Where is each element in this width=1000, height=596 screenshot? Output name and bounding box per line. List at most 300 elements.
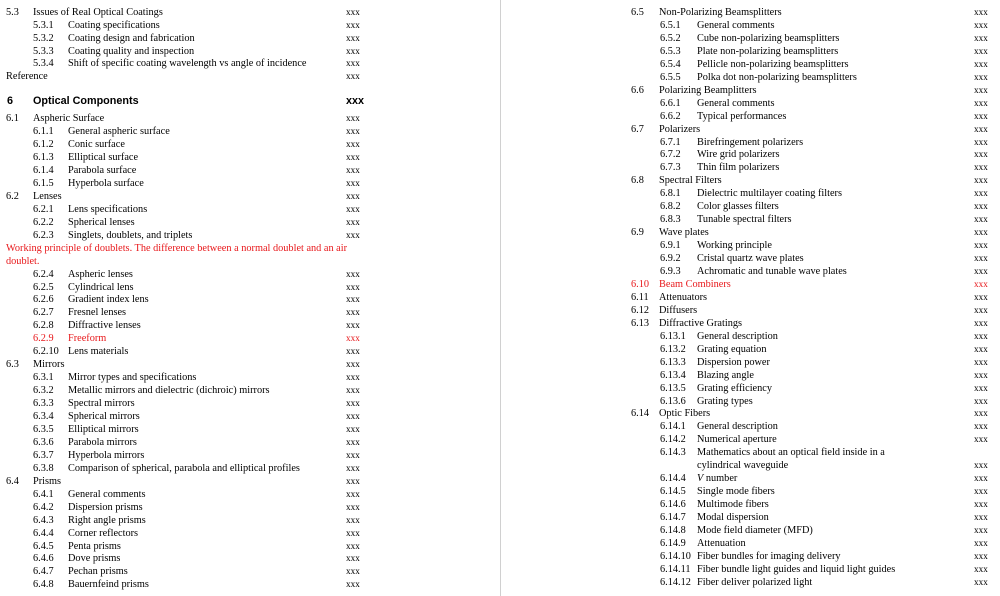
toc-entry[interactable] bbox=[0, 345, 500, 358]
toc-entry-number: 6.4.8 bbox=[33, 579, 54, 591]
toc-entry-title: Freeform bbox=[68, 333, 107, 345]
toc-entry[interactable] bbox=[0, 306, 500, 319]
toc-entry[interactable] bbox=[0, 125, 500, 138]
toc-entry-page: xxx bbox=[346, 540, 360, 551]
toc-entry[interactable] bbox=[0, 462, 500, 475]
toc-entry-title: Polka dot non-polarizing beamsplitters bbox=[697, 71, 857, 83]
toc-entry-title: Achromatic and tunable wave plates bbox=[697, 266, 847, 277]
toc-entry-page: xxx bbox=[974, 188, 988, 199]
toc-entry[interactable] bbox=[500, 356, 1000, 369]
toc-entry[interactable] bbox=[500, 110, 1000, 123]
toc-entry-page: xxx bbox=[974, 175, 988, 186]
toc-entry-number: 6.5.3 bbox=[660, 45, 681, 57]
toc-entry-title: Shift of specific coating wavelength vs angle of incidence bbox=[68, 58, 307, 70]
toc-entry-number: 6.13.6 bbox=[660, 395, 686, 407]
toc-entry-title: Polarizers bbox=[659, 123, 701, 135]
toc-entry-title: Tunable spectral filters bbox=[697, 214, 792, 226]
toc-entry[interactable] bbox=[500, 304, 1000, 317]
toc-entry-title: Fiber bundle light guides and liquid light guides bbox=[697, 563, 896, 575]
toc-entry-title: Lenses bbox=[33, 190, 62, 202]
toc-entry-number: 6.3.2 bbox=[33, 385, 54, 397]
toc-entry-number: 6.5.5 bbox=[660, 71, 681, 83]
toc-entry-number: 5.3.3 bbox=[33, 45, 54, 57]
toc-entry-number: 6.13.4 bbox=[660, 369, 686, 381]
toc-entry-page: xxx bbox=[346, 7, 360, 17]
toc-entry-page: xxx bbox=[974, 563, 988, 574]
toc-entry[interactable] bbox=[0, 19, 500, 32]
toc-entry[interactable] bbox=[500, 576, 1000, 589]
toc-entry-title: Fiber deliver polarized light bbox=[697, 576, 813, 588]
toc-entry[interactable] bbox=[0, 332, 500, 345]
toc-entry-page: xxx bbox=[346, 294, 360, 305]
toc-entry-page: xxx bbox=[974, 97, 988, 108]
toc-entry-number: 6.11 bbox=[631, 291, 649, 303]
toc-entry[interactable] bbox=[500, 472, 1000, 485]
toc-entry-number: 6.12 bbox=[631, 304, 650, 316]
toc-entry[interactable] bbox=[0, 190, 500, 203]
toc-entry-number: 6.7 bbox=[631, 123, 644, 135]
toc-entry-page: xxx bbox=[974, 421, 988, 432]
toc-entry-title: Fiber bundles for imaging delivery bbox=[697, 550, 841, 562]
toc-entry-page: xxx bbox=[974, 240, 988, 251]
toc-entry[interactable] bbox=[500, 97, 1000, 110]
toc-entry-page: xxx bbox=[346, 177, 360, 188]
toc-entry[interactable] bbox=[500, 563, 1000, 576]
toc-entry-number: 6.4 bbox=[6, 475, 19, 487]
toc-entry-title: General description bbox=[697, 421, 778, 433]
toc-entry-number: 6.14.7 bbox=[660, 512, 686, 524]
toc-entry[interactable] bbox=[0, 45, 500, 58]
toc-entry-title: Corner reflectors bbox=[68, 527, 139, 539]
toc-entry[interactable] bbox=[0, 32, 500, 45]
toc-entry-number: 6.13 bbox=[631, 317, 650, 329]
toc-entry-page: xxx bbox=[346, 71, 360, 82]
toc-entry-page: xxx bbox=[974, 227, 988, 238]
toc-entry-page: xxx bbox=[974, 304, 988, 315]
toc-entry-number: 6.4.3 bbox=[33, 514, 54, 526]
toc-entry[interactable] bbox=[500, 174, 1000, 187]
toc-entry-number: 6.3.6 bbox=[33, 436, 54, 448]
toc-entry[interactable] bbox=[500, 123, 1000, 136]
toc-entry[interactable] bbox=[500, 550, 1000, 563]
toc-entry-page: xxx bbox=[974, 317, 988, 328]
toc-entry-number: 6.1 bbox=[6, 113, 19, 125]
toc-entry-page: xxx bbox=[346, 95, 365, 108]
toc-entry-number: 6.2.10 bbox=[33, 346, 59, 358]
toc-entry[interactable] bbox=[0, 488, 500, 501]
toc-entry-page: xxx bbox=[974, 136, 988, 147]
toc-entry-title: Prisms bbox=[33, 475, 62, 487]
toc-entry[interactable] bbox=[0, 397, 500, 410]
toc-entry-number: 6.4.2 bbox=[33, 501, 54, 513]
toc-entry-number: 6.2.3 bbox=[33, 229, 54, 241]
toc-entry-page: xxx bbox=[346, 164, 360, 175]
toc-entry-title: Spherical mirrors bbox=[68, 411, 140, 422]
toc-entry-page: xxx bbox=[346, 436, 360, 447]
toc-entry-page: xxx bbox=[974, 110, 988, 121]
toc-entry-page: xxx bbox=[974, 576, 988, 587]
toc-entry[interactable] bbox=[500, 278, 1000, 291]
toc-entry-number: 6.4.6 bbox=[33, 553, 54, 565]
toc-entry[interactable] bbox=[500, 446, 1000, 459]
toc-entry-page: xxx bbox=[346, 268, 360, 279]
toc-entry-number: 6.14.9 bbox=[660, 537, 686, 549]
toc-entry[interactable] bbox=[500, 136, 1000, 149]
toc-entry-number: 5.3.4 bbox=[33, 58, 54, 70]
toc-entry-title: Numerical aperture bbox=[697, 434, 777, 446]
toc-entry-page: xxx bbox=[346, 151, 360, 162]
toc-entry-number: 6.2.5 bbox=[33, 281, 54, 293]
toc-entry-title: Mirror types and specifications bbox=[68, 372, 197, 384]
toc-entry-title: Wave plates bbox=[659, 227, 709, 239]
toc-entry-title: Grating types bbox=[697, 395, 753, 407]
toc-entry-number: 6.2.2 bbox=[33, 216, 54, 228]
toc-entry-number: 6.8 bbox=[631, 175, 644, 187]
toc-entry[interactable] bbox=[500, 71, 1000, 84]
toc-entry[interactable] bbox=[0, 6, 500, 19]
toc-entry-page: xxx bbox=[346, 475, 360, 486]
toc-entry-page: xxx bbox=[974, 369, 988, 380]
toc-entry[interactable] bbox=[0, 565, 500, 578]
toc-entry[interactable] bbox=[0, 410, 500, 423]
toc-entry-title: Mode field diameter (MFD) bbox=[697, 525, 813, 536]
toc-entry-number: 6.4.7 bbox=[33, 566, 54, 578]
toc-entry-number: 6.14.6 bbox=[660, 499, 686, 511]
toc-entry[interactable] bbox=[500, 187, 1000, 200]
toc-entry-page: xxx bbox=[974, 84, 988, 95]
toc-entry-number: 6.6.2 bbox=[660, 110, 681, 122]
toc-entry-number: 6.8.3 bbox=[660, 214, 681, 226]
toc-entry-page: xxx bbox=[974, 19, 988, 30]
toc-entry-number: 6.3.5 bbox=[33, 423, 54, 435]
toc-entry[interactable] bbox=[0, 449, 500, 462]
toc-entry-page: xxx bbox=[974, 343, 988, 354]
toc-entry-number: 6.14.8 bbox=[660, 525, 686, 536]
toc-entry-title: Dispersion prisms bbox=[68, 501, 143, 513]
toc-entry-page: xxx bbox=[346, 229, 360, 240]
toc-entry-title: General description bbox=[697, 330, 778, 342]
toc-entry-number: 6.13.2 bbox=[660, 343, 686, 355]
toc-entry-number: 6.2.4 bbox=[33, 268, 54, 280]
toc-entry-number: 6.1.1 bbox=[33, 126, 54, 137]
toc-entry[interactable] bbox=[0, 70, 500, 83]
toc-entry-page: xxx bbox=[346, 385, 360, 396]
toc-entry[interactable] bbox=[500, 226, 1000, 239]
toc-entry-page: xxx bbox=[974, 499, 988, 510]
toc-entry-page: xxx bbox=[974, 7, 988, 17]
toc-entry-title: Fresnel lenses bbox=[68, 307, 127, 319]
toc-entry-page: xxx bbox=[346, 19, 360, 30]
toc-entry[interactable] bbox=[500, 58, 1000, 71]
toc-entry-title: Elliptical mirrors bbox=[68, 423, 139, 435]
toc-entry[interactable] bbox=[500, 84, 1000, 97]
toc-entry-page: xxx bbox=[346, 462, 360, 473]
toc-entry[interactable] bbox=[500, 537, 1000, 550]
toc-entry-number: 6.4.4 bbox=[33, 527, 54, 539]
toc-entry[interactable] bbox=[500, 485, 1000, 498]
toc-entry-number: 6.7.2 bbox=[660, 149, 681, 161]
toc-entry[interactable] bbox=[0, 138, 500, 151]
toc-entry-title: Spherical lenses bbox=[68, 216, 135, 228]
toc-entry-title: General comments bbox=[697, 97, 775, 109]
toc-entry-page: xxx bbox=[974, 434, 988, 445]
toc-entry-title: Bauernfeind prisms bbox=[68, 579, 149, 591]
toc-entry-page: xxx bbox=[346, 307, 360, 318]
toc-entry[interactable] bbox=[500, 407, 1000, 420]
toc-entry-title: Mathematics about an optical field inside in a bbox=[697, 447, 885, 459]
toc-entry-number: 6.3.8 bbox=[33, 462, 54, 474]
toc-entry-number: 6.5.4 bbox=[660, 58, 681, 70]
toc-entry-page: xxx bbox=[974, 460, 988, 471]
toc-entry-number: 6.9.1 bbox=[660, 240, 681, 252]
toc-entry-title: Beam Combiners bbox=[659, 278, 731, 290]
toc-entry[interactable] bbox=[500, 459, 1000, 472]
toc-entry-page: xxx bbox=[974, 45, 988, 56]
toc-entry[interactable] bbox=[0, 475, 500, 488]
toc-entry[interactable] bbox=[500, 45, 1000, 58]
toc-entry-title: Modal dispersion bbox=[697, 512, 769, 524]
toc-entry-title: Right angle prisms bbox=[68, 514, 146, 526]
toc-entry-title: General comments bbox=[68, 488, 146, 500]
toc-entry-page: xxx bbox=[346, 281, 360, 292]
toc-entry-number: 6.7.1 bbox=[660, 136, 681, 148]
toc-entry[interactable] bbox=[500, 148, 1000, 161]
toc-entry-title: Elliptical surface bbox=[68, 151, 139, 163]
toc-entry-page: xxx bbox=[974, 71, 988, 82]
toc-entry-number: 6.5.1 bbox=[660, 19, 681, 31]
toc-entry-number: 6.5.2 bbox=[660, 32, 681, 44]
toc-entry-title: Lens materials bbox=[68, 346, 129, 358]
toc-entry-page: xxx bbox=[346, 346, 360, 357]
toc-note: Working principle of doublets. The difference between a normal doublet and an air doublet. bbox=[6, 242, 348, 267]
toc-entry-title: Diffractive lenses bbox=[68, 320, 141, 332]
toc-entry-title: Multimode fibers bbox=[697, 499, 769, 511]
toc-entry-title: Grating efficiency bbox=[697, 382, 772, 394]
toc-entry-number: 6.13.3 bbox=[660, 356, 686, 368]
toc-entry[interactable] bbox=[500, 32, 1000, 45]
toc-entry[interactable] bbox=[500, 200, 1000, 213]
toc-entry-page: xxx bbox=[346, 58, 360, 69]
toc-entry-title: Cube non-polarizing beamsplitters bbox=[697, 32, 840, 44]
toc-entry-title: Aspheric Surface bbox=[33, 113, 105, 125]
toc-entry-title: Diffusers bbox=[659, 304, 698, 316]
toc-entry-number: 6.3.4 bbox=[33, 411, 54, 422]
toc-entry-number: 6.3.7 bbox=[33, 449, 54, 461]
toc-entry-page: xxx bbox=[346, 553, 360, 564]
toc-entry-title: Spectral mirrors bbox=[68, 398, 135, 410]
toc-entry-title: Spectral Filters bbox=[659, 175, 722, 187]
toc-entry-page: xxx bbox=[974, 382, 988, 393]
toc-entry-number: 6.6 bbox=[631, 84, 644, 96]
toc-entry-number: 6.5 bbox=[631, 7, 644, 18]
toc-entry-page: xxx bbox=[974, 291, 988, 302]
toc-entry[interactable] bbox=[0, 384, 500, 397]
toc-entry[interactable] bbox=[500, 511, 1000, 524]
toc-entry-number: 6.1.3 bbox=[33, 151, 54, 163]
toc-entry-page: xxx bbox=[974, 537, 988, 548]
toc-entry-number: 6.13.1 bbox=[660, 330, 686, 342]
toc-entry-page: xxx bbox=[346, 216, 360, 227]
toc-entry[interactable] bbox=[500, 524, 1000, 537]
toc-entry-page: xxx bbox=[974, 123, 988, 134]
toc-entry-number: 6.8.2 bbox=[660, 201, 681, 213]
toc-entry-title: Parabola surface bbox=[68, 164, 137, 176]
toc-entry-title: V number bbox=[697, 473, 738, 485]
toc-entry[interactable] bbox=[0, 527, 500, 540]
toc-entry-title: Issues of Real Optical Coatings bbox=[33, 7, 163, 18]
toc-entry-title: cylindrical waveguide bbox=[697, 460, 789, 472]
toc-entry-page: xxx bbox=[974, 201, 988, 212]
toc-entry-title: General aspheric surface bbox=[68, 126, 170, 137]
toc-entry[interactable] bbox=[0, 164, 500, 177]
toc-entry-title: Metallic mirrors and dielectric (dichroic) mirrors bbox=[68, 385, 270, 397]
toc-entry-page: xxx bbox=[974, 525, 988, 535]
toc-entry[interactable] bbox=[0, 177, 500, 190]
toc-entry-title: General comments bbox=[697, 19, 775, 31]
toc-entry-number: 6.14 bbox=[631, 408, 650, 420]
toc-entry-number: 6.2.6 bbox=[33, 294, 54, 306]
toc-entry-number: 6.3.3 bbox=[33, 398, 54, 410]
toc-entry-page: xxx bbox=[346, 333, 360, 344]
toc-entry-number: 6.9.3 bbox=[660, 266, 681, 277]
toc-entry[interactable] bbox=[500, 6, 1000, 19]
toc-entry-title: Cylindrical lens bbox=[68, 281, 134, 293]
toc-entry[interactable] bbox=[0, 216, 500, 229]
toc-entry[interactable] bbox=[0, 229, 500, 242]
toc-entry[interactable] bbox=[0, 371, 500, 384]
toc-entry-title: Dove prisms bbox=[68, 553, 121, 565]
toc-entry-number: 6.8.1 bbox=[660, 188, 681, 200]
toc-entry[interactable] bbox=[0, 319, 500, 332]
toc-entry-page: xxx bbox=[974, 512, 988, 523]
toc-entry[interactable] bbox=[500, 213, 1000, 226]
toc-entry-page: xxx bbox=[346, 449, 360, 460]
toc-entry-page: xxx bbox=[974, 395, 988, 406]
toc-entry[interactable] bbox=[500, 369, 1000, 382]
toc-entry[interactable] bbox=[0, 281, 500, 294]
toc-entry-number: 6.14.3 bbox=[660, 447, 686, 459]
toc-entry[interactable] bbox=[0, 501, 500, 514]
toc-entry[interactable] bbox=[0, 293, 500, 306]
toc-entry-title: Working principle bbox=[697, 240, 772, 252]
toc-entry-title: Attenuators bbox=[659, 291, 708, 303]
toc-entry-page: xxx bbox=[346, 527, 360, 538]
toc-entry-title: Wire grid polarizers bbox=[697, 149, 780, 161]
toc-entry-title: Cristal quartz wave plates bbox=[697, 253, 804, 265]
toc-entry-number: 5.3.1 bbox=[33, 19, 54, 31]
toc-entry-page: xxx bbox=[974, 214, 988, 225]
toc-entry-number: 6.14.5 bbox=[660, 486, 686, 498]
toc-entry-title: Blazing angle bbox=[697, 369, 754, 381]
toc-entry[interactable] bbox=[0, 95, 500, 108]
toc-entry[interactable] bbox=[0, 578, 500, 591]
toc-entry[interactable] bbox=[500, 498, 1000, 511]
toc-entry[interactable] bbox=[500, 239, 1000, 252]
toc-entry-page: xxx bbox=[346, 45, 360, 56]
toc-entry-number: 6.9 bbox=[631, 227, 644, 239]
toc-entry[interactable] bbox=[500, 317, 1000, 330]
toc-entry[interactable] bbox=[0, 151, 500, 164]
toc-entry-number: 6.1.2 bbox=[33, 138, 54, 150]
toc-entry-title: Penta prisms bbox=[68, 540, 121, 552]
toc-entry-title: Attenuation bbox=[697, 537, 746, 549]
toc-entry-title: Coating quality and inspection bbox=[68, 45, 195, 57]
toc-entry-title: Singlets, doublets, and triplets bbox=[68, 229, 193, 241]
toc-entry[interactable] bbox=[500, 395, 1000, 408]
toc-entry-number: 6.2.9 bbox=[33, 333, 54, 345]
toc-entry[interactable] bbox=[500, 265, 1000, 278]
toc-entry[interactable] bbox=[500, 161, 1000, 174]
toc-entry-number: 6.14.4 bbox=[660, 473, 686, 485]
toc-entry-title: Diffractive Gratings bbox=[659, 317, 743, 329]
toc-entry[interactable] bbox=[0, 268, 500, 281]
toc-entry-title: Grating equation bbox=[697, 343, 767, 355]
toc-entry-page: xxx bbox=[974, 330, 988, 341]
toc-entry-page: xxx bbox=[346, 411, 360, 421]
toc-entry-page: xxx bbox=[974, 266, 988, 276]
toc-entry-page: xxx bbox=[346, 138, 360, 149]
toc-entry-title: Plate non-polarizing beamsplitters bbox=[697, 45, 839, 57]
toc-entry-number: 6.6.1 bbox=[660, 97, 681, 109]
toc-entry-page: xxx bbox=[974, 149, 988, 160]
toc-entry-page: xxx bbox=[346, 579, 360, 590]
toc-entry[interactable] bbox=[500, 19, 1000, 32]
toc-entry[interactable] bbox=[500, 433, 1000, 446]
toc-entry-number: 6.4.5 bbox=[33, 540, 54, 552]
toc-entry-title: Birefringement polarizers bbox=[697, 136, 804, 148]
toc-entry-page: xxx bbox=[974, 278, 988, 289]
toc-entry-page: xxx bbox=[346, 566, 360, 577]
toc-entry-title: Optic Fibers bbox=[659, 408, 711, 420]
toc-entry[interactable] bbox=[500, 343, 1000, 356]
toc-entry[interactable] bbox=[0, 423, 500, 436]
toc-entry[interactable] bbox=[0, 203, 500, 216]
toc-entry-number: 6 bbox=[7, 95, 14, 108]
toc-entry[interactable] bbox=[0, 514, 500, 527]
toc-entry-number: 6.3.1 bbox=[33, 372, 54, 384]
toc-entry-title: Parabola mirrors bbox=[68, 436, 137, 448]
toc-entry-title: Optical Components bbox=[33, 95, 139, 108]
toc-entry-page: xxx bbox=[974, 356, 988, 367]
toc-entry[interactable] bbox=[500, 291, 1000, 304]
toc-entry-page: xxx bbox=[346, 190, 360, 201]
toc-entry-number: 6.14.12 bbox=[660, 576, 691, 588]
toc-entry-page: xxx bbox=[974, 253, 988, 264]
toc-entry[interactable] bbox=[0, 358, 500, 371]
toc-entry[interactable] bbox=[0, 57, 500, 70]
toc-entry[interactable] bbox=[500, 420, 1000, 433]
toc-entry-number: 5.3 bbox=[6, 7, 19, 18]
toc-entry-number: 6.14.1 bbox=[660, 421, 686, 433]
toc-entry-title: Color glasses filters bbox=[697, 201, 779, 213]
toc-entry[interactable] bbox=[500, 330, 1000, 343]
toc-entry[interactable] bbox=[0, 112, 500, 125]
toc-entry[interactable] bbox=[0, 436, 500, 449]
toc-entry-title: Thin film polarizers bbox=[697, 162, 780, 174]
toc-entry[interactable] bbox=[500, 382, 1000, 395]
toc-entry-title: Lens specifications bbox=[68, 203, 148, 215]
toc-entry[interactable] bbox=[500, 252, 1000, 265]
toc-entry[interactable] bbox=[0, 552, 500, 565]
toc-entry[interactable] bbox=[0, 540, 500, 553]
toc-entry-number: 6.2.1 bbox=[33, 203, 54, 215]
toc-entry-number: 6.14.10 bbox=[660, 550, 691, 562]
toc-entry-title: Typical performances bbox=[697, 110, 787, 122]
toc-entry-page: xxx bbox=[346, 320, 360, 331]
toc-entry-number: 6.2 bbox=[6, 190, 19, 202]
toc-entry-title: Single mode fibers bbox=[697, 486, 775, 498]
toc-entry-title: Aspheric lenses bbox=[68, 268, 133, 280]
